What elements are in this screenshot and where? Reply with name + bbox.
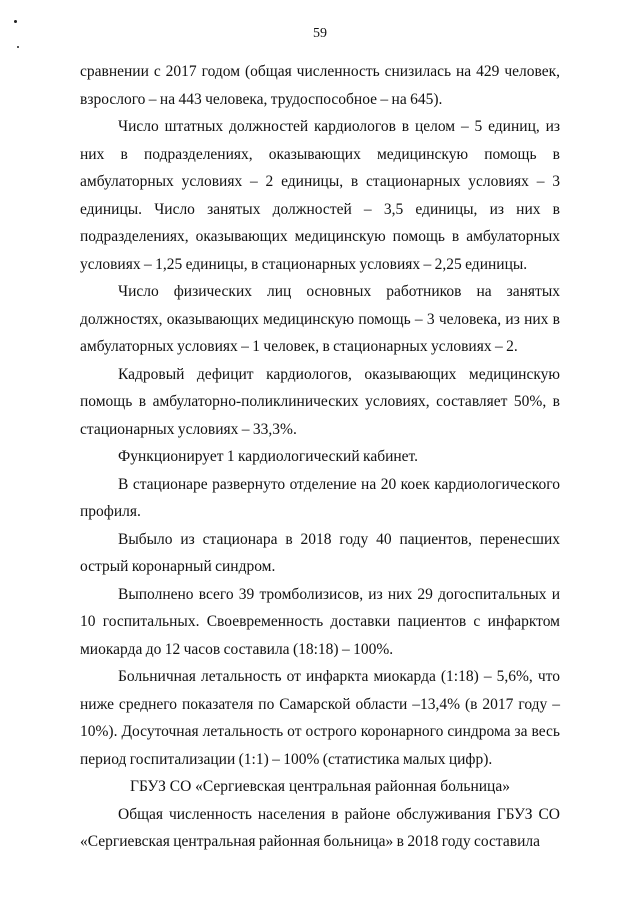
paragraph-population: Общая численность населения в районе обслуживания ГБУЗ СО «Сергиевская центральная районная больница» в 2018 году составила	[80, 805, 560, 850]
paragraph-discharged-patients: Выбыло из стационара в 2018 году 40 пациентов, перенесших острый коронарный синдром.	[80, 530, 560, 575]
paragraph-mortality: Больничная летальность от инфаркта миокарда (1:18) – 5,6%, что ниже среднего показателя по Самарской области –13,4% (в 2017 году – 10%). Досуточная летальность от острого коронарного синдрома за весь период госпитализации (1:1) – 100% (статистика малых цифр).	[80, 668, 560, 768]
paragraph-continuation: сравнении с 2017 годом (общая численность снизилась на 429 человек, взрослого – на 443 человека, трудоспособное – на 645).	[80, 63, 560, 108]
paragraph-staff-positions: Число штатных должностей кардиологов в целом – 5 единиц, из них в подразделениях, оказывающих медицинскую помощь в амбулаторных условиях – 2 единицы, в стационарных условиях – 3 единицы. Число занятых должностей – 3,5 единицы, из них в подразделениях, оказывающих медицинскую помощь в амбулаторных условиях – 1,25 единицы, в стационарных условиях – 2,25 единицы.	[80, 118, 560, 273]
scan-speck	[17, 46, 19, 48]
paragraph-cardiology-office: Функционирует 1 кардиологический кабинет.	[118, 448, 419, 465]
scan-speck	[14, 20, 17, 23]
paragraph-physical-persons: Число физических лиц основных работников на занятых должностях, оказывающих медицинскую помощь – 3 человека, из них в амбулаторных условиях – 1 человек, в стационарных условиях – 2.	[80, 283, 560, 355]
section-heading: ГБУЗ СО «Сергиевская центральная районная больница»	[130, 778, 510, 795]
page-number: 59	[313, 26, 327, 41]
paragraph-hospital-beds: В стационаре развернуто отделение на 20 коек кардиологического профиля.	[80, 475, 560, 520]
paragraph-staff-deficit: Кадровый дефицит кардиологов, оказывающих медицинскую помощь в амбулаторно-поликлинических условиях, составляет 50%, в стационарных условиях – 33,3%.	[80, 365, 560, 438]
document-body	[80, 58, 560, 856]
paragraph-thrombolysis: Выполнено всего 39 тромболизисов, из них 29 догоспитальных и 10 госпитальных. Своевременность доставки пациентов с инфарктом миокарда до 12 часов составила (18:18) – 100%.	[80, 585, 560, 658]
